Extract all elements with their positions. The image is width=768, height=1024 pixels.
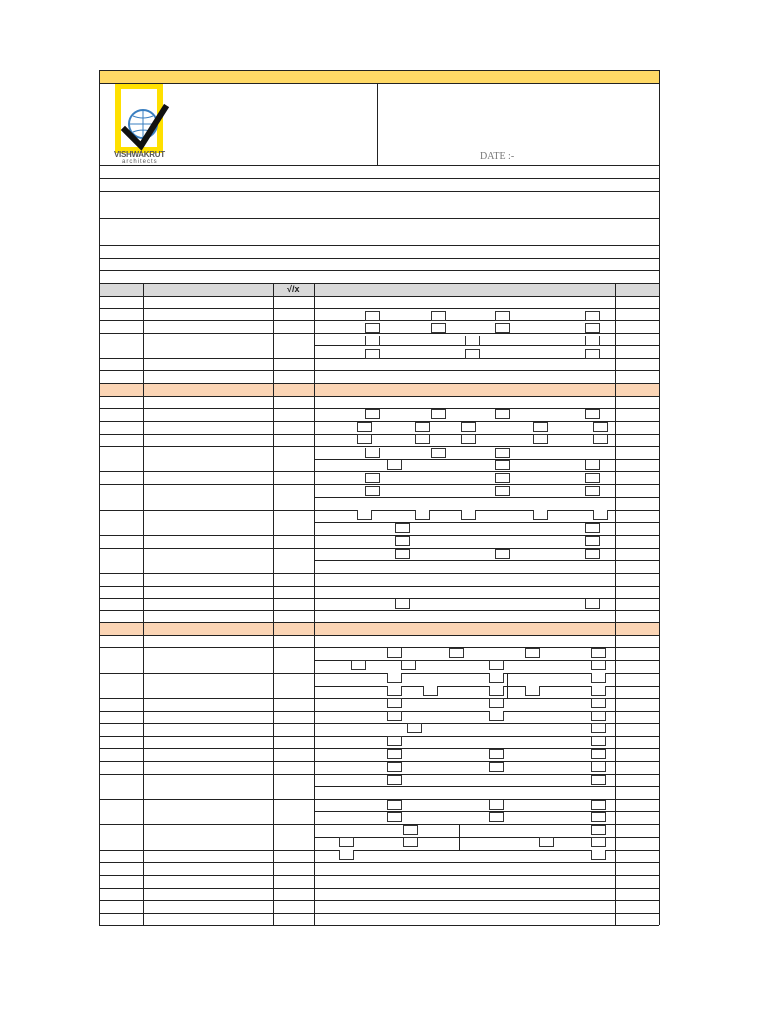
grid-line — [314, 283, 315, 925]
checkbox[interactable] — [495, 460, 510, 470]
checkbox[interactable] — [591, 698, 606, 708]
checkbox[interactable] — [387, 812, 402, 822]
checkbox[interactable] — [533, 510, 548, 520]
grid-line — [99, 446, 659, 447]
grid-line — [99, 83, 659, 84]
grid-line — [99, 270, 659, 271]
checkbox[interactable] — [387, 698, 402, 708]
checkbox[interactable] — [431, 323, 446, 333]
checkbox[interactable] — [407, 723, 422, 733]
checkbox[interactable] — [585, 523, 600, 533]
checkbox[interactable] — [593, 422, 608, 432]
grid-line — [615, 283, 616, 925]
checkbox[interactable] — [585, 473, 600, 483]
grid-line — [99, 333, 659, 334]
checkbox[interactable] — [489, 749, 504, 759]
checkbox[interactable] — [465, 336, 480, 346]
checkbox[interactable] — [387, 460, 402, 470]
grid-line — [99, 610, 659, 611]
grid-line — [659, 70, 660, 925]
grid-line — [314, 786, 659, 787]
checkbox[interactable] — [525, 648, 540, 658]
grid-line — [99, 573, 659, 574]
checkbox[interactable] — [585, 349, 600, 359]
checkbox[interactable] — [489, 686, 504, 696]
grid-line — [99, 736, 659, 737]
checkbox[interactable] — [591, 812, 606, 822]
checkbox[interactable] — [591, 850, 606, 860]
grid-line — [314, 497, 659, 498]
checkbox[interactable] — [539, 837, 554, 847]
grid-line — [99, 635, 659, 636]
grid-line — [99, 850, 659, 851]
grid-line — [99, 510, 659, 511]
checkbox[interactable] — [585, 460, 600, 470]
logo-name: VISHWAKRUT — [114, 150, 165, 159]
inspection-checklist-sheet — [99, 70, 659, 925]
grid-line — [99, 862, 659, 863]
grid-line — [99, 774, 659, 775]
grid-line — [99, 799, 659, 800]
checkbox[interactable] — [395, 599, 410, 609]
grid-line — [99, 308, 659, 309]
grid-line — [99, 723, 659, 724]
checkbox[interactable] — [449, 648, 464, 658]
checkbox[interactable] — [415, 422, 430, 432]
checkbox[interactable] — [533, 422, 548, 432]
check-column-header: √/x — [287, 284, 300, 294]
checkbox[interactable] — [387, 762, 402, 772]
grid-line — [99, 283, 659, 284]
checkbox[interactable] — [357, 422, 372, 432]
checkbox[interactable] — [489, 800, 504, 810]
grid-line — [99, 70, 659, 71]
checkbox[interactable] — [495, 473, 510, 483]
checkbox[interactable] — [365, 311, 380, 321]
checkbox[interactable] — [489, 711, 504, 721]
checkbox[interactable] — [591, 749, 606, 759]
checkbox[interactable] — [365, 349, 380, 359]
grid-line — [99, 622, 659, 623]
grid-line — [99, 370, 659, 371]
logo-subtitle: architects — [122, 159, 158, 165]
checkbox[interactable] — [593, 510, 608, 520]
checkbox[interactable] — [591, 736, 606, 746]
grid-line — [314, 686, 659, 687]
checkbox[interactable] — [423, 686, 438, 696]
date-label: DATE :- — [480, 151, 515, 162]
grid-line — [273, 283, 274, 925]
grid-line — [99, 913, 659, 914]
checkbox[interactable] — [585, 336, 600, 346]
checkbox[interactable] — [365, 336, 380, 346]
grid-line — [99, 586, 659, 587]
table-header-row — [99, 283, 659, 296]
grid-line — [507, 673, 508, 698]
checkbox[interactable] — [357, 510, 372, 520]
grid-line — [99, 421, 659, 422]
checkbox[interactable] — [591, 837, 606, 847]
checkbox[interactable] — [495, 549, 510, 559]
checkbox[interactable] — [365, 323, 380, 333]
grid-line — [99, 165, 659, 166]
grid-line — [99, 484, 659, 485]
checkbox[interactable] — [365, 486, 380, 496]
checkbox[interactable] — [403, 825, 418, 835]
checkbox[interactable] — [395, 536, 410, 546]
grid-line — [99, 698, 659, 699]
checkbox[interactable] — [401, 660, 416, 670]
checkbox[interactable] — [365, 409, 380, 419]
grid-line — [99, 888, 659, 889]
checkbox[interactable] — [489, 673, 504, 683]
grid-line — [99, 258, 659, 259]
grid-line — [314, 522, 659, 523]
grid-line — [99, 70, 100, 925]
grid-line — [143, 283, 144, 925]
grid-line — [99, 824, 659, 825]
grid-line — [99, 471, 659, 472]
grid-line — [99, 748, 659, 749]
checkbox[interactable] — [591, 673, 606, 683]
checkbox[interactable] — [431, 448, 446, 458]
checkbox[interactable] — [395, 549, 410, 559]
checkbox[interactable] — [461, 510, 476, 520]
checkbox[interactable] — [591, 800, 606, 810]
checkbox[interactable] — [591, 686, 606, 696]
checkbox[interactable] — [387, 686, 402, 696]
checkbox[interactable] — [387, 749, 402, 759]
checkbox[interactable] — [591, 723, 606, 733]
grid-line — [99, 535, 659, 536]
checkbox[interactable] — [591, 762, 606, 772]
checkbox[interactable] — [415, 510, 430, 520]
grid-line — [459, 824, 460, 850]
checkbox[interactable] — [387, 800, 402, 810]
checkbox[interactable] — [415, 434, 430, 444]
grid-line — [99, 761, 659, 762]
grid-line — [314, 837, 659, 838]
checkbox[interactable] — [489, 660, 504, 670]
grid-line — [314, 560, 659, 561]
checkbox[interactable] — [591, 775, 606, 785]
checkbox[interactable] — [387, 673, 402, 683]
title-band — [99, 70, 659, 83]
grid-line — [99, 875, 659, 876]
checkbox[interactable] — [495, 448, 510, 458]
checkbox[interactable] — [365, 448, 380, 458]
checkbox[interactable] — [495, 311, 510, 321]
checkbox[interactable] — [585, 549, 600, 559]
checkbox[interactable] — [533, 434, 548, 444]
grid-line — [99, 191, 659, 192]
checkbox[interactable] — [495, 409, 510, 419]
checkbox[interactable] — [387, 775, 402, 785]
checkbox[interactable] — [591, 825, 606, 835]
grid-line — [99, 396, 659, 397]
checkbox[interactable] — [403, 837, 418, 847]
grid-line — [99, 218, 659, 219]
checkbox[interactable] — [585, 599, 600, 609]
grid-line — [314, 459, 659, 460]
checkbox[interactable] — [351, 660, 366, 670]
checkbox[interactable] — [489, 698, 504, 708]
checkbox[interactable] — [495, 486, 510, 496]
checkbox[interactable] — [339, 850, 354, 860]
checkbox[interactable] — [461, 434, 476, 444]
grid-line — [99, 548, 659, 549]
grid-line — [99, 711, 659, 712]
section-band-1 — [99, 383, 659, 396]
checkbox[interactable] — [593, 434, 608, 444]
checkbox[interactable] — [591, 711, 606, 721]
checkbox[interactable] — [387, 736, 402, 746]
checkbox[interactable] — [339, 837, 354, 847]
grid-line — [99, 925, 659, 926]
checkbox[interactable] — [365, 473, 380, 483]
grid-line — [99, 647, 659, 648]
checkbox[interactable] — [525, 686, 540, 696]
grid-line — [377, 83, 378, 165]
grid-line — [99, 178, 659, 179]
checkbox[interactable] — [585, 311, 600, 321]
checkbox[interactable] — [585, 323, 600, 333]
grid-line — [99, 673, 659, 674]
checkbox[interactable] — [387, 648, 402, 658]
checkbox[interactable] — [395, 523, 410, 533]
checkbox[interactable] — [585, 409, 600, 419]
grid-line — [99, 296, 659, 297]
checkbox[interactable] — [585, 486, 600, 496]
grid-line — [99, 434, 659, 435]
section-band-2 — [99, 622, 659, 635]
checkbox[interactable] — [465, 349, 480, 359]
grid-line — [99, 598, 659, 599]
grid-line — [99, 900, 659, 901]
checkbox[interactable] — [591, 660, 606, 670]
grid-line — [314, 811, 659, 812]
checkbox[interactable] — [489, 762, 504, 772]
checkbox[interactable] — [489, 812, 504, 822]
checkbox[interactable] — [591, 648, 606, 658]
checkbox[interactable] — [461, 422, 476, 432]
checkbox[interactable] — [387, 711, 402, 721]
checkbox[interactable] — [431, 409, 446, 419]
checkbox[interactable] — [585, 536, 600, 546]
checkbox[interactable] — [495, 323, 510, 333]
grid-line — [99, 383, 659, 384]
checkbox[interactable] — [431, 311, 446, 321]
grid-line — [99, 245, 659, 246]
checkbox[interactable] — [357, 434, 372, 444]
